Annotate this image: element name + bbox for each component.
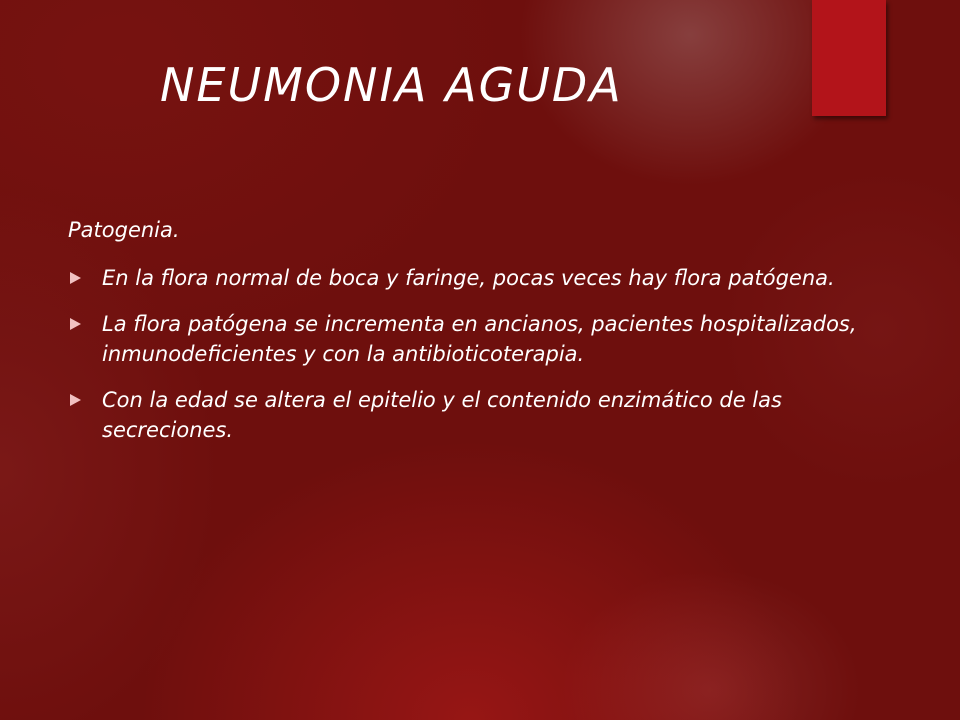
triangle-right-icon [70, 394, 81, 406]
bullet-text: En la flora normal de boca y faringe, pocas veces hay flora patógena. [102, 266, 835, 290]
bullet-text: Con la edad se altera el epitelio y el contenido enzimático de las secreciones. [102, 388, 782, 442]
accent-tab [812, 0, 886, 116]
bullet-list [68, 263, 908, 445]
triangle-right-icon [70, 272, 81, 284]
bullet-text: La flora patógena se incrementa en ancianos, pacientes hospitalizados, inmunodeficientes y con la antibioticoterapia. [102, 312, 857, 366]
slide-body [68, 215, 908, 461]
bullet-item [68, 309, 908, 369]
triangle-right-icon [70, 318, 81, 330]
slide-title: NEUMONIA AGUDA [160, 58, 623, 112]
bullet-item [68, 263, 908, 293]
section-subtitle: Patogenia. [68, 218, 180, 242]
bullet-item [68, 385, 908, 445]
